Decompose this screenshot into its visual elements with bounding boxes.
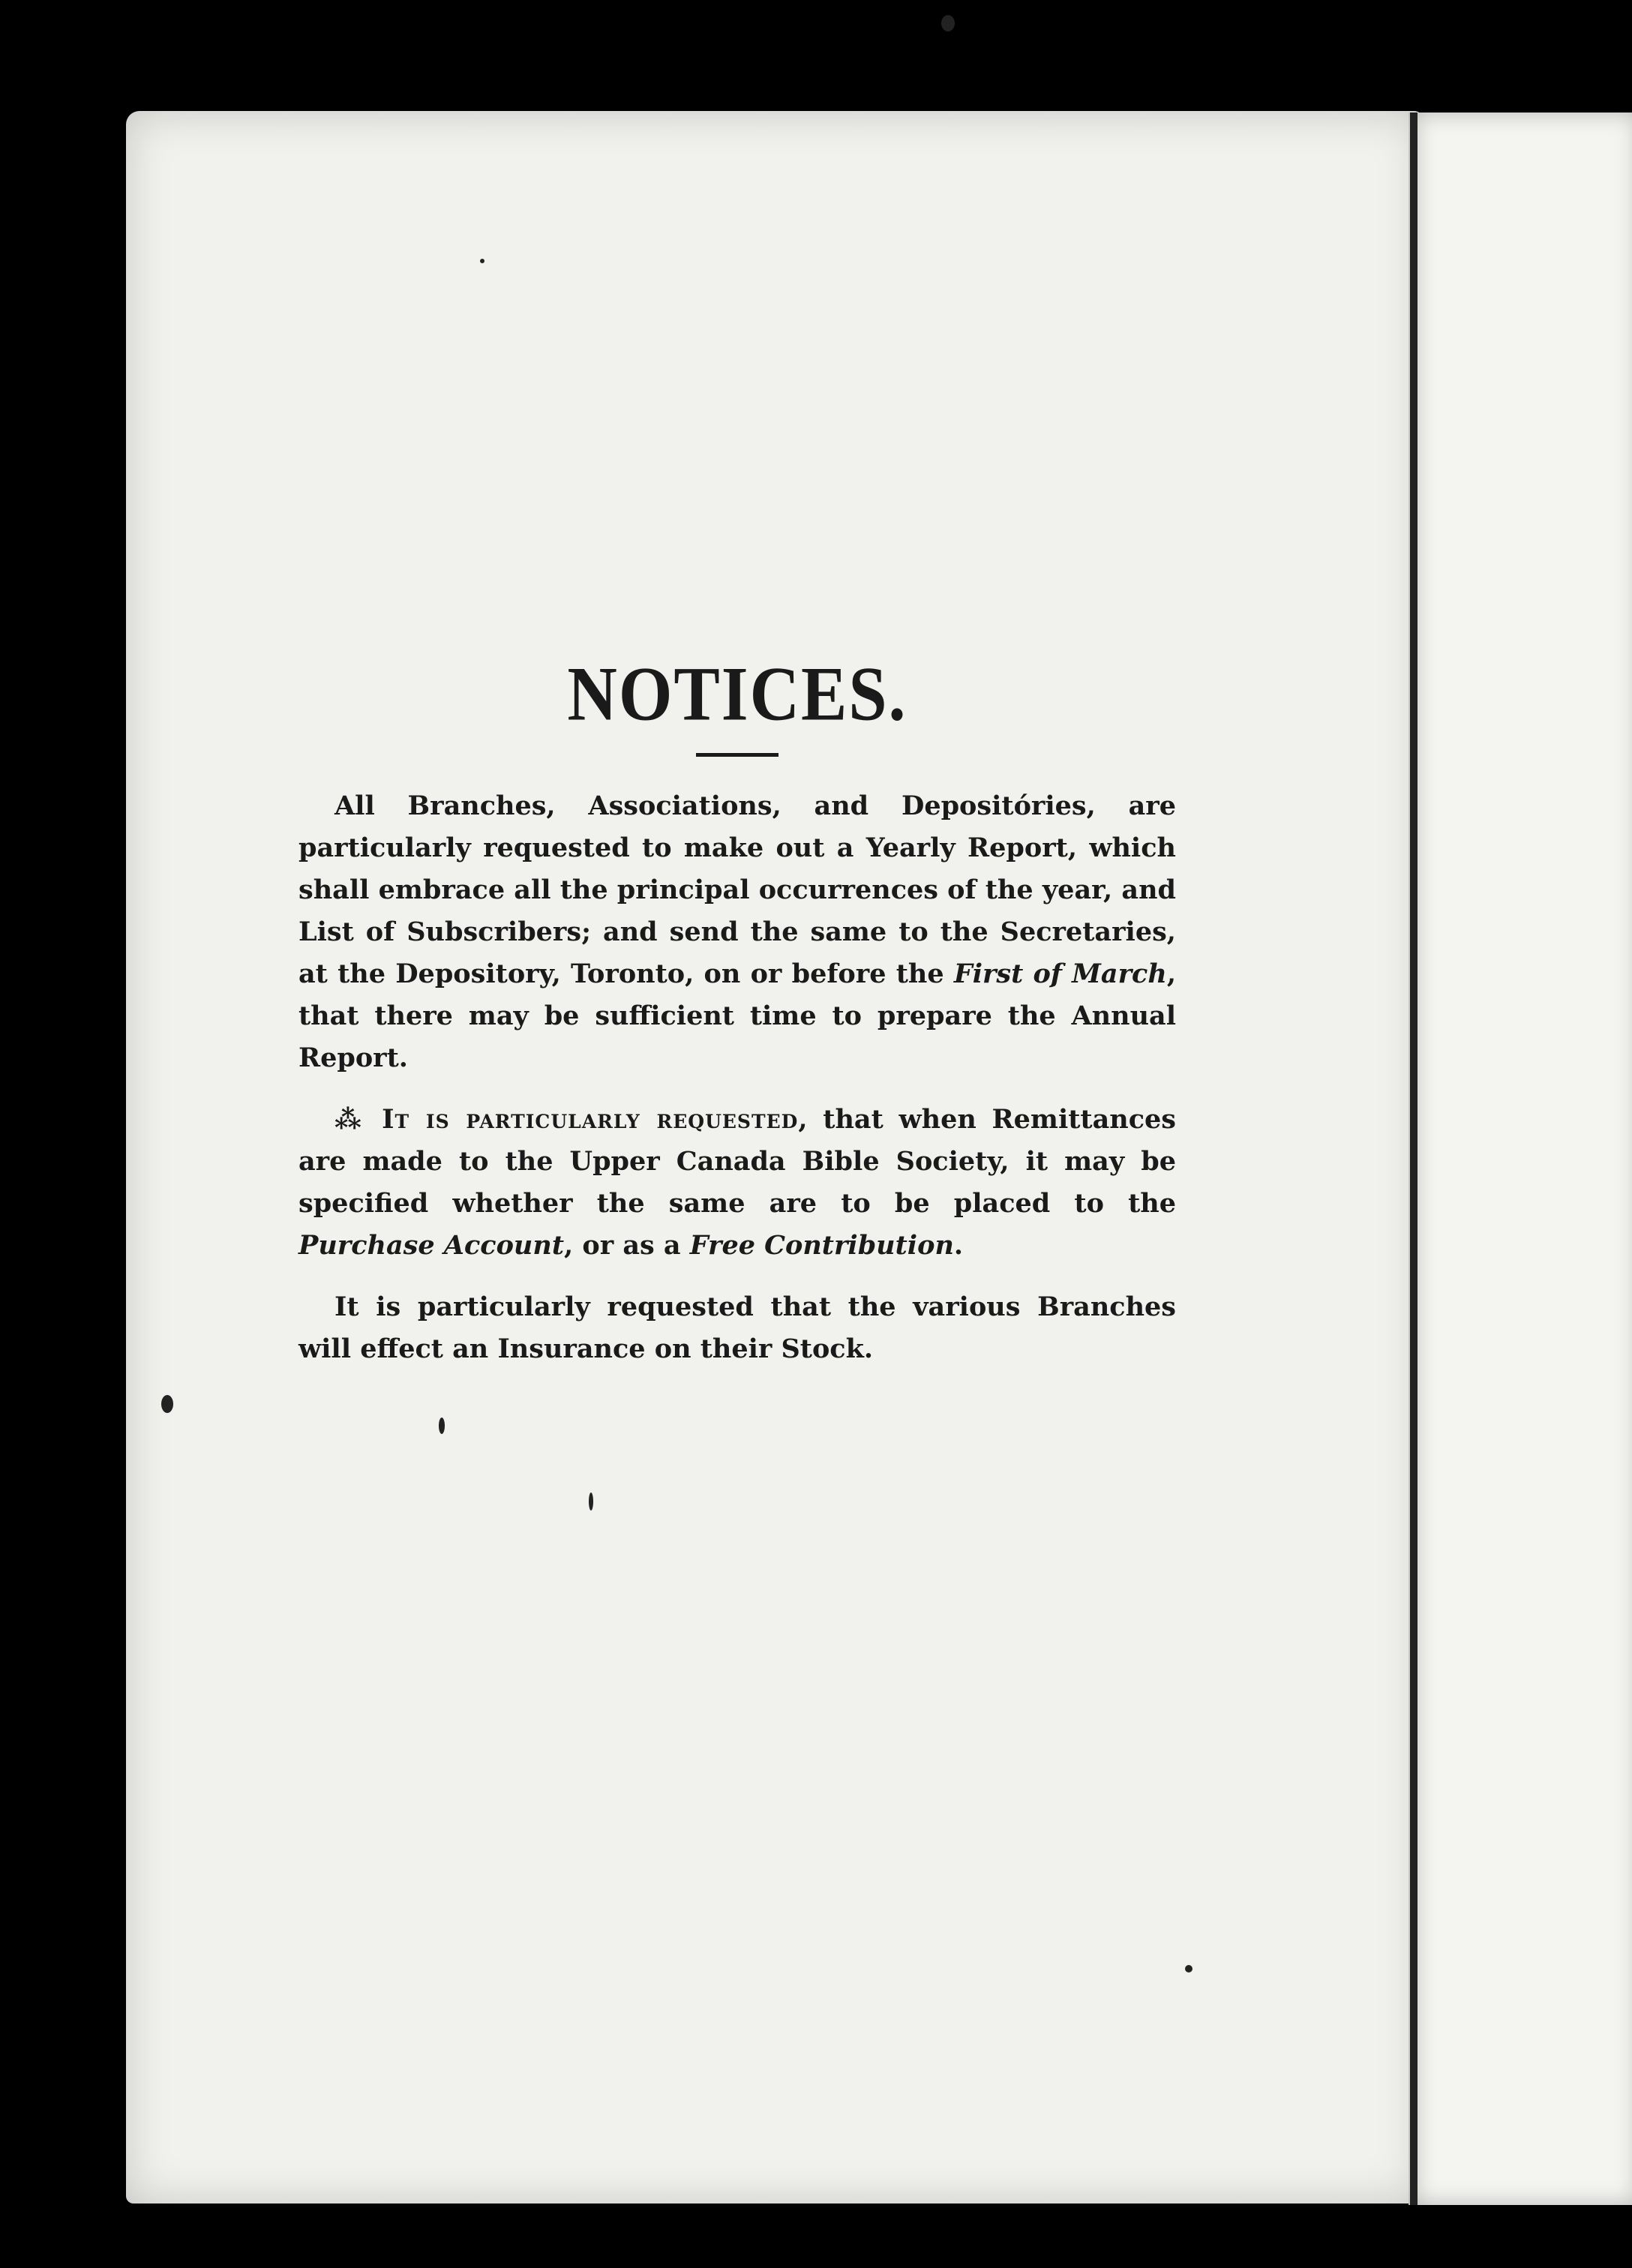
page-title: NOTICES. xyxy=(567,650,908,737)
notice-paragraph-1 xyxy=(298,785,1176,1079)
paragraph-1-emphasis: First of March xyxy=(953,958,1167,989)
notice-paragraph-2 xyxy=(298,1099,1176,1267)
scan-speck xyxy=(1185,1965,1192,1972)
paragraph-1-after: , that there may be sufficient time to prepare the Annual Report. xyxy=(298,958,1176,1073)
notice-paragraph-3 xyxy=(298,1286,1176,1370)
paragraph-2-emphasis-2: Free Contribution xyxy=(689,1230,954,1261)
facing-page-edge xyxy=(1408,112,1632,2205)
scan-speck xyxy=(480,259,484,263)
paragraph-2-middle: , or as a xyxy=(563,1230,690,1261)
paragraph-2-text: , that when Remittances are made to the Upper Canada Bible Society, it may be specified whether the same are to be placed to the xyxy=(298,1104,1176,1219)
paragraph-2-smallcaps: It is particularly requested xyxy=(382,1104,799,1135)
scan-speck xyxy=(161,1395,173,1413)
paragraph-2-end: . xyxy=(953,1230,964,1261)
scan-speck xyxy=(589,1492,593,1510)
paragraph-2-emphasis-1: Purchase Account xyxy=(298,1230,564,1261)
notices-text-block xyxy=(298,650,1176,1390)
page-spine xyxy=(1410,112,1418,2205)
title-rule xyxy=(696,753,778,757)
paragraph-1-text: All Branches, Associations, and Depositóries, are particularly requested to make out a Yearly Report, which shall embrace all the principal occurrences of the year, and List of Subscribers; and send the same to the Secretaries, at the Depository, Toronto, on or before the xyxy=(298,790,1176,989)
asterism-mark: ⁂ xyxy=(334,1104,367,1135)
scan-speck xyxy=(941,15,955,32)
scan-speck xyxy=(439,1418,445,1434)
paragraph-3-text: It is particularly requested that the various Branches will effect an Insurance on their Stock. xyxy=(298,1292,1176,1364)
